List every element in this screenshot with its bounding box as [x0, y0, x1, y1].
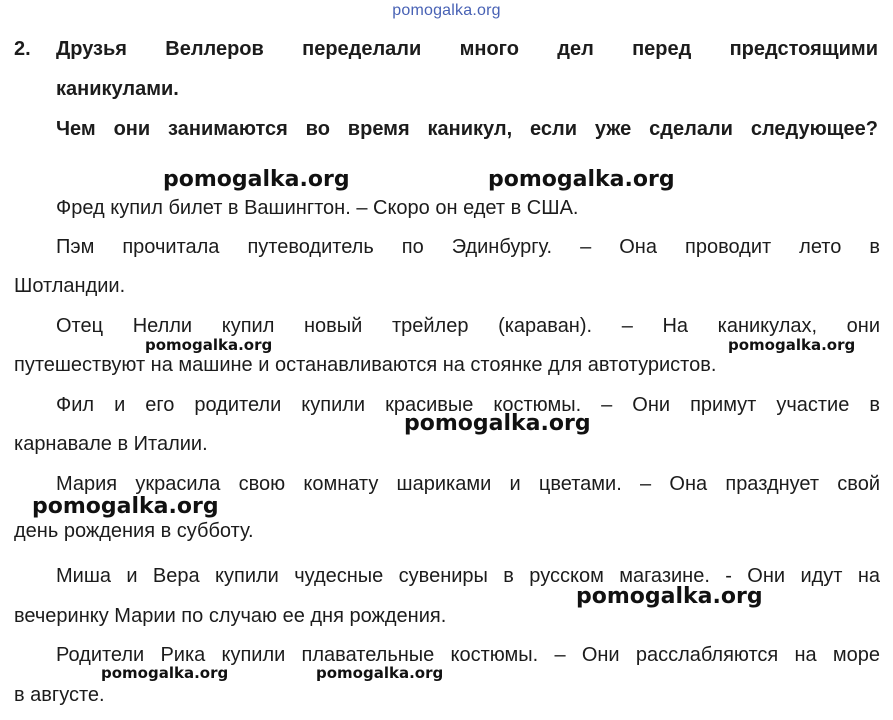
task-heading-line2: каникулами. — [56, 78, 179, 100]
watermark: pomogalka.org — [163, 167, 350, 192]
answer-line: Родители Рика купили плавательные костюмы. – Они расслабляются на море — [56, 644, 880, 666]
task-number: 2. — [14, 38, 31, 60]
answer-line: Шотландии. — [14, 275, 126, 297]
task-subheading: Чем они занимаются во время каникул, если уже сделали следующее? — [56, 118, 878, 140]
answer-line: Фил и его родители купили красивые костюмы. – Они примут участие в — [56, 394, 880, 416]
watermark: pomogalka.org — [316, 664, 444, 682]
watermark: pomogalka.org — [728, 336, 856, 354]
task-heading-line1: Друзья Веллеров переделали много дел перед предстоящими — [56, 38, 878, 60]
answer-line: в августе. — [14, 684, 105, 706]
watermark: pomogalka.org — [32, 494, 219, 519]
answer-line: Фред купил билет в Вашингтон. – Скоро он едет в США. — [56, 197, 579, 219]
watermark: pomogalka.org — [404, 411, 591, 436]
answer-line: Пэм прочитала путеводитель по Эдинбургу. – Она проводит лето в — [56, 236, 880, 258]
watermark: pomogalka.org — [145, 336, 273, 354]
answer-line: Мария украсила свою комнату шариками и цветами. – Она празднует свой — [56, 473, 880, 495]
answer-line: карнавале в Италии. — [14, 433, 208, 455]
answer-line: путешествуют на машине и останавливаются на стоянке для автотуристов. — [14, 354, 717, 376]
watermark: pomogalka.org — [101, 664, 229, 682]
answer-line: Миша и Вера купили чудесные сувениры в русском магазине. - Они идут на — [56, 565, 880, 587]
watermark: pomogalka.org — [576, 584, 763, 609]
watermark: pomogalka.org — [488, 167, 675, 192]
answer-line: вечеринку Марии по случаю ее дня рождения. — [14, 605, 447, 627]
answer-line: Отец Нелли купил новый трейлер (караван). – На каникулах, они — [56, 315, 880, 337]
answer-line: день рождения в субботу. — [14, 520, 254, 542]
site-watermark: pomogalka.org — [392, 2, 501, 19]
